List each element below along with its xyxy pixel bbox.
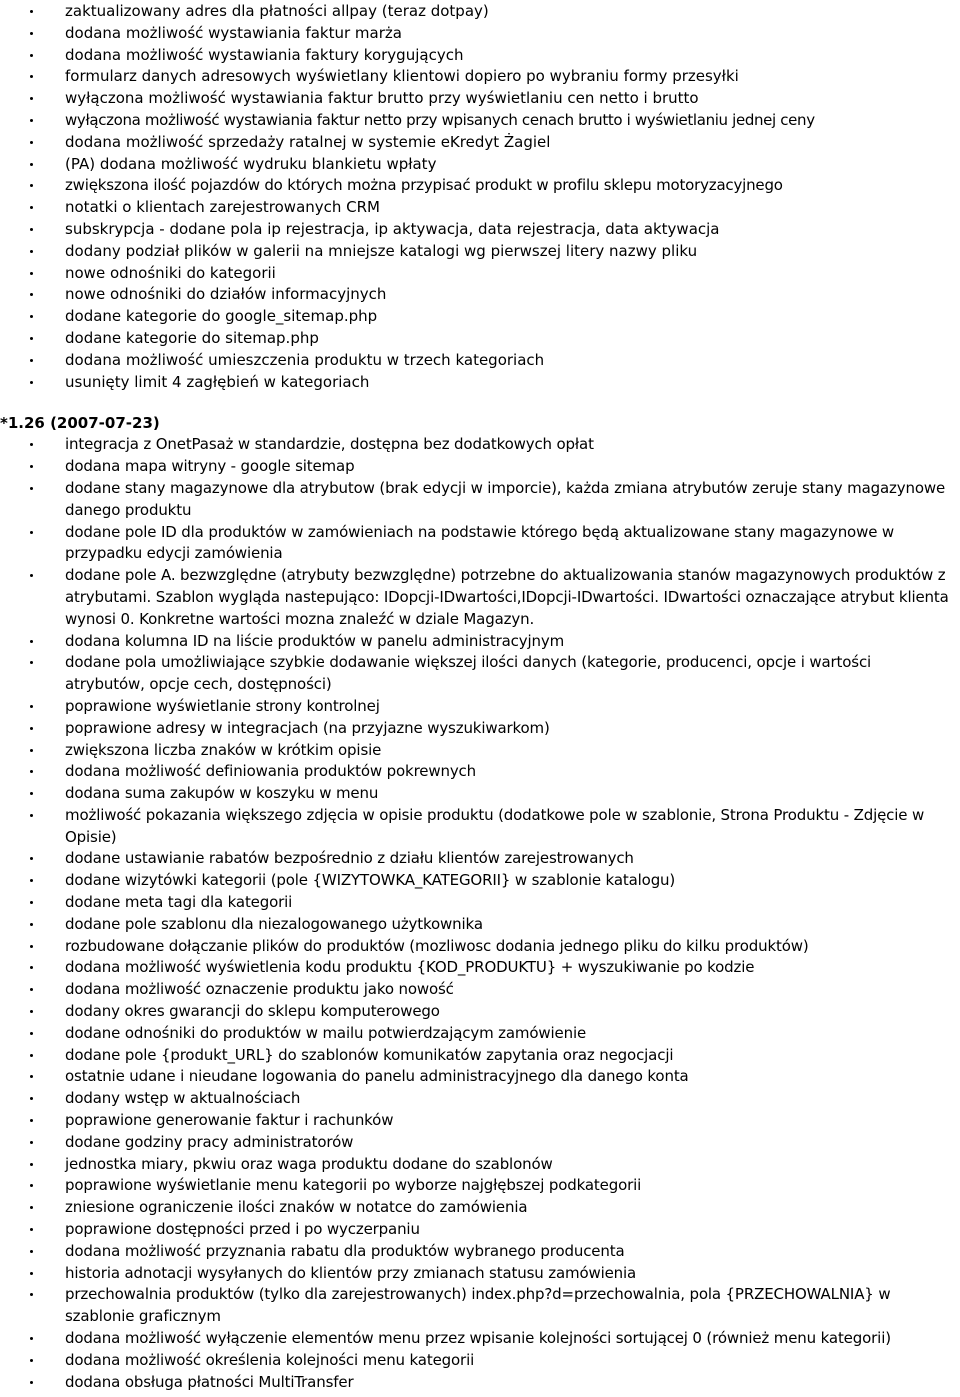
list-item: historia adnotacji wysyłanych do klientów przy zmianach statusu zamówienia	[65, 1263, 954, 1285]
list-item: dodana możliwość wystawiania faktury korygujących	[65, 45, 954, 67]
list-item: dodana suma zakupów w koszyku w menu	[65, 783, 954, 805]
list-item: dodane pole ID dla produktów w zamówieniach na podstawie którego będą aktualizowane stany magazynowe w przypadku edycji zamówienia	[65, 522, 954, 566]
list-item: dodany wstęp w aktualnościach	[65, 1088, 954, 1110]
list-item: dodane pole {produkt_URL} do szablonów komunikatów zapytania oraz negocjacji	[65, 1045, 954, 1067]
list-item: dodane ustawianie rabatów bezpośrednio z działu klientów zarejestrowanych	[65, 848, 954, 870]
list-item: dodany okres gwarancji do sklepu komputerowego	[65, 1001, 954, 1023]
list-item: dodana możliwość wyłączenie elementów menu przez wpisanie kolejności sortującej 0 (również menu kategorii)	[65, 1328, 954, 1350]
list-item: przechowalnia produktów (tylko dla zarejestrowanych) index.php?d=przechowalnia, pola {PRZECHOWALNIA} w szablonie graficznym	[65, 1284, 954, 1328]
list-item: dodana kolumna ID na liście produktów w panelu administracyjnym	[65, 631, 954, 653]
list-item: dodane kategorie do sitemap.php	[65, 328, 954, 350]
list-item: ostatnie udane i nieudane logowania do panelu administracyjnego dla danego konta	[65, 1066, 954, 1088]
list-item: dodane meta tagi dla kategorii	[65, 892, 954, 914]
list-item: poprawione wyświetlanie strony kontrolnej	[65, 696, 954, 718]
list-item: dodany podział plików w galerii na mniejsze katalogi wg pierwszej litery nazwy pliku	[65, 241, 954, 263]
list-item: możliwość pokazania większego zdjęcia w opisie produktu (dodatkowe pole w szablonie, Strona Produktu - Zdjęcie w Opisie)	[65, 805, 954, 849]
list-item: rozbudowane dołączanie plików do produktów (mozliwosc dodania jednego pliku do kilku produktów)	[65, 936, 954, 958]
list-item: poprawione adresy w integracjach (na przyjazne wyszukiwarkom)	[65, 718, 954, 740]
list-item: zaktualizowany adres dla płatności allpay (teraz dotpay)	[65, 1, 954, 23]
version-heading: *1.26 (2007-07-23)	[0, 414, 160, 433]
list-item: zwiększona liczba znaków w krótkim opisie	[65, 740, 954, 762]
list-item: dodane stany magazynowe dla atrybutow (brak edycji w imporcie), każda zmiana atrybutów zeruje stany magazynowe danego produktu	[65, 478, 954, 522]
changelog-list-previous	[0, 1, 960, 393]
list-item: nowe odnośniki do działów informacyjnych	[65, 284, 954, 306]
list-item: dodana możliwość wystawiania faktur marża	[65, 23, 954, 45]
list-item: dodana mapa witryny - google sitemap	[65, 456, 954, 478]
list-item: wyłączona możliwość wystawiania faktur brutto przy wyświetlaniu cen netto i brutto	[65, 88, 954, 110]
list-item: dodana możliwość sprzedaży ratalnej w systemie eKredyt Żagiel	[65, 132, 954, 154]
list-item: dodane wizytówki kategorii (pole {WIZYTOWKA_KATEGORII} w szablonie katalogu)	[65, 870, 954, 892]
list-item: dodana możliwość umieszczenia produktu w trzech kategoriach	[65, 350, 954, 372]
list-item: zniesione ograniczenie ilości znaków w notatce do zamówienia	[65, 1197, 954, 1219]
list-item: dodana możliwość definiowania produktów pokrewnych	[65, 761, 954, 783]
list-item: dodane godziny pracy administratorów	[65, 1132, 954, 1154]
list-item: integracja z OnetPasaż w standardzie, dostępna bez dodatkowych opłat	[65, 434, 954, 456]
list-item: wyłączona możliwość wystawiania faktur netto przy wpisanych cenach brutto i wyświetlaniu jednej ceny	[65, 110, 954, 132]
list-item: usunięty limit 4 zagłębień w kategoriach	[65, 372, 954, 394]
list-item: (PA) dodana możliwość wydruku blankietu wpłaty	[65, 154, 954, 176]
list-item: notatki o klientach zarejestrowanych CRM	[65, 197, 954, 219]
list-item: dodana obsługa płatności MultiTransfer	[65, 1372, 954, 1394]
list-item: subskrypcja - dodane pola ip rejestracja, ip aktywacja, data rejestracja, data aktywacja	[65, 219, 954, 241]
changelog-list-1-26	[0, 434, 960, 1393]
list-item: dodane kategorie do google_sitemap.php	[65, 306, 954, 328]
list-item: dodana możliwość przyznania rabatu dla produktów wybranego producenta	[65, 1241, 954, 1263]
list-item: poprawione generowanie faktur i rachunków	[65, 1110, 954, 1132]
list-item: dodane pole szablonu dla niezalogowanego użytkownika	[65, 914, 954, 936]
list-item: dodana możliwość wyświetlenia kodu produktu {KOD_PRODUKTU} + wyszukiwanie po kodzie	[65, 957, 954, 979]
list-item: poprawione dostępności przed i po wyczerpaniu	[65, 1219, 954, 1241]
list-item: dodana możliwość oznaczenie produktu jako nowość	[65, 979, 954, 1001]
list-item: dodane odnośniki do produktów w mailu potwierdzającym zamówienie	[65, 1023, 954, 1045]
list-item: dodana możliwość określenia kolejności menu kategorii	[65, 1350, 954, 1372]
list-item: nowe odnośniki do kategorii	[65, 263, 954, 285]
list-item: formularz danych adresowych wyświetlany klientowi dopiero po wybraniu formy przesyłki	[65, 66, 954, 88]
list-item: poprawione wyświetlanie menu kategorii po wyborze najgłębszej podkategorii	[65, 1175, 954, 1197]
list-item: dodane pole A. bezwzględne (atrybuty bezwzględne) potrzebne do aktualizowania stanów magazynowych produktów z atrybutami. Szablon wygląda nastepująco: IDopcji-IDwartości,IDopcji-IDwartości. IDwartości oznaczające atrybut klienta wynosi 0. Konkretne wartości mozna znaleźć w dziale Magazyn.	[65, 565, 954, 630]
list-item: jednostka miary, pkwiu oraz waga produktu dodane do szablonów	[65, 1154, 954, 1176]
list-item: dodane pola umożliwiające szybkie dodawanie większej ilości danych (kategorie, producenci, opcje i wartości atrybutów, opcje cech, dostępności)	[65, 652, 954, 696]
list-item: zwiększona ilość pojazdów do których można przypisać produkt w profilu sklepu motoryzacyjnego	[65, 175, 954, 197]
